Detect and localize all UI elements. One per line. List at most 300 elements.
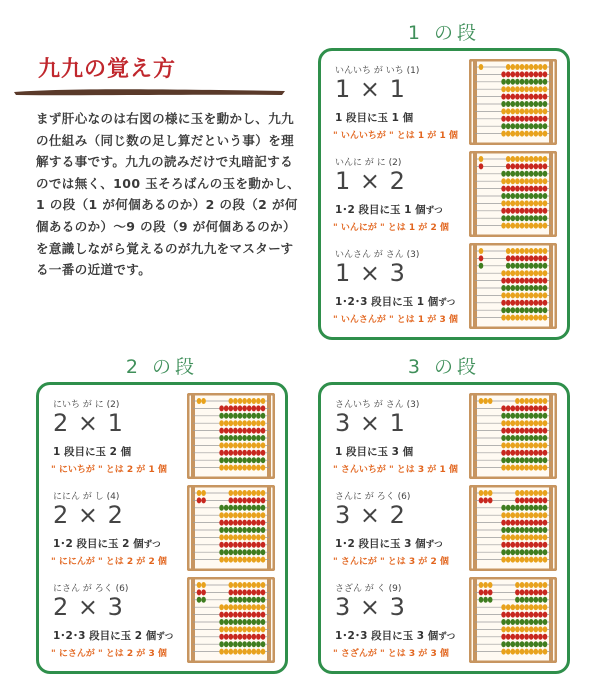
intro-text: まず肝心なのは右図の様に玉を動かし、九九の仕組み（同じ数の足し算だという事）を理解する事です。九九の読みだけで丸暗記するのでは無く、100 玉そろばんの玉を動かし、1 の段（1 が何個あるのか）2 の段（2 が何個あるのか）〜9 の段（9 が何個あるのか）を意識しながら覚えるのが九九をマスターする一番の近道です。 bbox=[36, 111, 300, 278]
abacus-bead bbox=[233, 428, 238, 434]
reading-text: いんさん が さん (3) bbox=[335, 250, 420, 260]
abacus-bead bbox=[538, 520, 543, 526]
abacus-bead bbox=[252, 527, 257, 533]
abacus-bead bbox=[511, 626, 516, 632]
abacus-bead-moved bbox=[197, 490, 202, 496]
description-suffix: ずつ bbox=[438, 298, 456, 308]
abacus-bead bbox=[501, 405, 506, 411]
abacus-bead bbox=[219, 542, 224, 548]
abacus-bead bbox=[501, 186, 506, 192]
abacus-bead bbox=[501, 505, 506, 511]
abacus-bead bbox=[511, 435, 516, 441]
abacus-bead bbox=[534, 208, 539, 214]
abacus-bead bbox=[538, 457, 543, 463]
description bbox=[335, 536, 443, 551]
abacus-bead bbox=[224, 557, 229, 563]
abacus-bead bbox=[506, 307, 511, 313]
note-text: " さざんが " とは 3 が 3 個 bbox=[333, 649, 449, 659]
abacus-bead bbox=[506, 163, 511, 169]
abacus-bead bbox=[543, 597, 548, 603]
abacus-bead bbox=[506, 420, 511, 426]
abacus-bead bbox=[252, 465, 257, 471]
abacus-bead bbox=[511, 94, 516, 100]
abacus-bead bbox=[247, 405, 252, 411]
note-text: " にいちが " とは 2 が 1 個 bbox=[51, 465, 167, 475]
abacus-bead bbox=[520, 193, 525, 199]
abacus-illustration bbox=[469, 393, 557, 479]
abacus-bead bbox=[224, 512, 229, 518]
abacus-bead bbox=[529, 604, 534, 610]
note-text: " ににんが " とは 2 が 2 個 bbox=[51, 557, 167, 567]
abacus-bead bbox=[501, 450, 506, 456]
abacus-bead bbox=[242, 612, 247, 618]
abacus-bead bbox=[256, 549, 261, 555]
abacus-bead bbox=[515, 512, 520, 518]
abacus-bead bbox=[261, 398, 266, 404]
abacus-bead bbox=[506, 108, 511, 114]
abacus-post bbox=[191, 487, 195, 569]
abacus-bead bbox=[538, 435, 543, 441]
abacus-bead bbox=[242, 589, 247, 595]
abacus-bead bbox=[247, 582, 252, 588]
reading-text: いんいち が いち (1) bbox=[335, 66, 420, 76]
abacus-bead bbox=[543, 64, 548, 70]
abacus-bead bbox=[538, 604, 543, 610]
abacus-bead bbox=[511, 542, 516, 548]
abacus-bead bbox=[534, 163, 539, 169]
abacus-bead bbox=[261, 505, 266, 511]
abacus-bead bbox=[242, 398, 247, 404]
abacus-post bbox=[549, 579, 553, 661]
abacus-bead bbox=[219, 450, 224, 456]
abacus-bead bbox=[515, 307, 520, 313]
abacus-bead bbox=[224, 520, 229, 526]
abacus-bead bbox=[515, 248, 520, 254]
abacus-bead bbox=[520, 215, 525, 221]
abacus-illustration bbox=[469, 151, 557, 237]
abacus-bead bbox=[233, 534, 238, 540]
abacus-bead bbox=[247, 413, 252, 419]
abacus-bead bbox=[261, 582, 266, 588]
abacus-bead bbox=[261, 527, 266, 533]
abacus-bead bbox=[524, 527, 529, 533]
abacus-bead bbox=[515, 490, 520, 496]
abacus-bead bbox=[242, 534, 247, 540]
abacus-bead bbox=[534, 263, 539, 269]
abacus-bead bbox=[229, 634, 234, 640]
abacus-bead bbox=[261, 542, 266, 548]
abacus-bead bbox=[524, 263, 529, 269]
abacus-bead bbox=[529, 79, 534, 85]
abacus-bead bbox=[233, 641, 238, 647]
abacus-bead bbox=[233, 398, 238, 404]
abacus-bead bbox=[242, 597, 247, 603]
abacus-bead bbox=[543, 248, 548, 254]
abacus-bead bbox=[515, 604, 520, 610]
abacus-bead bbox=[511, 549, 516, 555]
equation: 2 × 1 bbox=[53, 409, 124, 437]
abacus-bead bbox=[515, 178, 520, 184]
abacus-bead bbox=[261, 557, 266, 563]
abacus-bead bbox=[543, 123, 548, 129]
abacus-bead bbox=[501, 94, 506, 100]
abacus-bead bbox=[534, 505, 539, 511]
abacus-bead bbox=[534, 619, 539, 625]
abacus-bead bbox=[524, 101, 529, 107]
abacus-bead bbox=[538, 490, 543, 496]
abacus-bead bbox=[501, 215, 506, 221]
abacus-bead bbox=[501, 79, 506, 85]
abacus-bead bbox=[506, 634, 511, 640]
abacus-bead bbox=[501, 549, 506, 555]
abacus-bead bbox=[242, 527, 247, 533]
abacus-bead bbox=[242, 405, 247, 411]
abacus-bead bbox=[247, 420, 252, 426]
abacus-bead bbox=[534, 497, 539, 503]
abacus-bead bbox=[524, 413, 529, 419]
abacus-bead bbox=[256, 649, 261, 655]
abacus-bead bbox=[256, 634, 261, 640]
abacus-bead bbox=[256, 413, 261, 419]
abacus-bead bbox=[520, 116, 525, 122]
abacus-bead bbox=[501, 428, 506, 434]
abacus-bead bbox=[256, 405, 261, 411]
abacus-bead bbox=[524, 278, 529, 284]
abacus-bead bbox=[524, 649, 529, 655]
abacus-illustration bbox=[469, 485, 557, 571]
abacus-bead bbox=[534, 123, 539, 129]
abacus-bead bbox=[247, 457, 252, 463]
abacus-bead bbox=[501, 634, 506, 640]
abacus-bead bbox=[238, 597, 243, 603]
abacus-bead bbox=[534, 315, 539, 321]
abacus-bead bbox=[238, 634, 243, 640]
abacus-bead bbox=[538, 641, 543, 647]
abacus-bead bbox=[229, 435, 234, 441]
abacus-bead bbox=[233, 505, 238, 511]
abacus-bead bbox=[233, 413, 238, 419]
abacus-bead bbox=[511, 505, 516, 511]
table-card bbox=[321, 55, 567, 147]
abacus-bead bbox=[538, 534, 543, 540]
abacus-bead bbox=[529, 542, 534, 548]
abacus-bead bbox=[233, 527, 238, 533]
abacus-bead bbox=[543, 86, 548, 92]
abacus-bead bbox=[534, 398, 539, 404]
abacus-bead bbox=[261, 428, 266, 434]
abacus-bead bbox=[524, 398, 529, 404]
abacus-bead bbox=[524, 520, 529, 526]
abacus-bead bbox=[238, 435, 243, 441]
abacus-bead bbox=[534, 116, 539, 122]
abacus-bead bbox=[529, 428, 534, 434]
abacus-bead bbox=[524, 255, 529, 261]
abacus-bead bbox=[520, 131, 525, 137]
abacus-bead bbox=[543, 527, 548, 533]
abacus-bead bbox=[515, 101, 520, 107]
abacus-bead bbox=[520, 457, 525, 463]
abacus-bead bbox=[515, 413, 520, 419]
abacus-bead bbox=[501, 101, 506, 107]
abacus-bead bbox=[515, 457, 520, 463]
abacus-bead bbox=[515, 292, 520, 298]
abacus-bead bbox=[520, 542, 525, 548]
abacus-bead bbox=[529, 131, 534, 137]
abacus-bead bbox=[233, 520, 238, 526]
abacus-bead bbox=[229, 626, 234, 632]
abacus-bead bbox=[538, 101, 543, 107]
abacus-bead bbox=[543, 292, 548, 298]
reading-text: さんいち が さん (3) bbox=[335, 400, 420, 410]
abacus-bead bbox=[511, 557, 516, 563]
abacus-bead bbox=[224, 435, 229, 441]
abacus-bead bbox=[515, 557, 520, 563]
abacus-bead bbox=[520, 300, 525, 306]
abacus-post bbox=[549, 487, 553, 569]
abacus-bead bbox=[529, 497, 534, 503]
abacus-bead bbox=[261, 450, 266, 456]
abacus-illustration bbox=[469, 243, 557, 329]
abacus-bead bbox=[520, 156, 525, 162]
abacus-bead-moved bbox=[488, 597, 493, 603]
abacus-bead-moved bbox=[483, 597, 488, 603]
abacus-bead bbox=[247, 604, 252, 610]
abacus-bead bbox=[538, 285, 543, 291]
abacus-bead bbox=[256, 497, 261, 503]
abacus-bead bbox=[543, 420, 548, 426]
abacus-bead bbox=[229, 589, 234, 595]
abacus-bead bbox=[224, 413, 229, 419]
table-card bbox=[321, 147, 567, 239]
abacus-bead bbox=[520, 86, 525, 92]
abacus-bead bbox=[529, 619, 534, 625]
abacus-bead bbox=[538, 178, 543, 184]
abacus-bead bbox=[247, 542, 252, 548]
abacus-bead bbox=[252, 428, 257, 434]
abacus-bead bbox=[529, 248, 534, 254]
abacus-bead bbox=[506, 428, 511, 434]
abacus-bead-moved bbox=[483, 398, 488, 404]
abacus-bead bbox=[529, 442, 534, 448]
abacus-bead bbox=[520, 285, 525, 291]
abacus-bead bbox=[501, 413, 506, 419]
abacus-bead-moved bbox=[479, 589, 484, 595]
abacus-bead bbox=[543, 442, 548, 448]
abacus-bead bbox=[501, 71, 506, 77]
abacus-bead bbox=[515, 116, 520, 122]
abacus-bead bbox=[506, 223, 511, 229]
abacus-bead bbox=[219, 505, 224, 511]
abacus-post bbox=[473, 153, 477, 235]
abacus-bead bbox=[511, 71, 516, 77]
description-main: 1･2 段目に玉 3 個 bbox=[335, 538, 426, 550]
abacus-bead bbox=[515, 435, 520, 441]
abacus-bead bbox=[543, 557, 548, 563]
abacus-bead bbox=[520, 490, 525, 496]
abacus-bead bbox=[511, 248, 516, 254]
abacus-bead bbox=[506, 64, 511, 70]
abacus-bead bbox=[524, 186, 529, 192]
abacus-bead bbox=[511, 208, 516, 214]
abacus-bead bbox=[256, 597, 261, 603]
abacus-bead bbox=[224, 465, 229, 471]
abacus-bead bbox=[506, 549, 511, 555]
abacus-bead bbox=[229, 405, 234, 411]
abacus-bead bbox=[538, 428, 543, 434]
abacus-bead bbox=[242, 582, 247, 588]
abacus-bead bbox=[534, 248, 539, 254]
abacus-bead bbox=[256, 557, 261, 563]
abacus-bead bbox=[501, 604, 506, 610]
abacus-bead-moved bbox=[479, 582, 484, 588]
abacus-bead bbox=[219, 527, 224, 533]
abacus-bead bbox=[506, 101, 511, 107]
abacus-bead bbox=[543, 307, 548, 313]
abacus-bead bbox=[511, 163, 516, 169]
abacus-bead-moved bbox=[201, 589, 206, 595]
abacus-bead bbox=[247, 428, 252, 434]
abacus-bead bbox=[515, 398, 520, 404]
abacus-bead bbox=[529, 307, 534, 313]
abacus-bead bbox=[229, 520, 234, 526]
abacus-bead bbox=[511, 156, 516, 162]
abacus-bead-moved bbox=[479, 156, 484, 162]
abacus-bead bbox=[238, 557, 243, 563]
abacus-bead bbox=[543, 512, 548, 518]
abacus-bead bbox=[501, 131, 506, 137]
abacus-bead bbox=[219, 413, 224, 419]
abacus-bead bbox=[515, 200, 520, 206]
abacus-bead bbox=[520, 420, 525, 426]
note-text: " さんにが " とは 3 が 2 個 bbox=[333, 557, 449, 567]
abacus-bead bbox=[261, 413, 266, 419]
abacus-bead bbox=[229, 649, 234, 655]
abacus-bead bbox=[506, 542, 511, 548]
abacus-bead bbox=[524, 131, 529, 137]
abacus-bead bbox=[520, 641, 525, 647]
abacus-bead bbox=[229, 619, 234, 625]
abacus-bead bbox=[538, 442, 543, 448]
abacus-bead bbox=[543, 215, 548, 221]
equation: 3 × 1 bbox=[335, 409, 406, 437]
description-main: 1 段目に玉 1 個 bbox=[335, 112, 414, 124]
abacus-bead bbox=[524, 79, 529, 85]
abacus-bead bbox=[515, 442, 520, 448]
abacus-bead bbox=[515, 505, 520, 511]
abacus-bead bbox=[538, 186, 543, 192]
abacus-bead bbox=[534, 520, 539, 526]
abacus-bead bbox=[524, 71, 529, 77]
abacus-bead bbox=[538, 94, 543, 100]
abacus-bead bbox=[238, 505, 243, 511]
abacus-bead bbox=[538, 413, 543, 419]
reading-text: いんに が に (2) bbox=[335, 158, 402, 168]
abacus-bead-moved bbox=[488, 490, 493, 496]
abacus-bead-moved bbox=[201, 582, 206, 588]
equation: 1 × 2 bbox=[335, 167, 406, 195]
abacus-bead bbox=[511, 457, 516, 463]
description-suffix: ずつ bbox=[143, 540, 161, 550]
abacus-bead bbox=[511, 465, 516, 471]
abacus-bead-moved bbox=[479, 497, 484, 503]
abacus-bead bbox=[506, 156, 511, 162]
description bbox=[53, 628, 173, 643]
abacus-bead bbox=[538, 549, 543, 555]
abacus-bead bbox=[501, 649, 506, 655]
abacus-bead bbox=[252, 542, 257, 548]
abacus-bead bbox=[534, 292, 539, 298]
abacus-bead bbox=[538, 193, 543, 199]
abacus-bead bbox=[256, 442, 261, 448]
abacus-bead bbox=[515, 163, 520, 169]
abacus-bead bbox=[529, 156, 534, 162]
abacus-bead bbox=[534, 490, 539, 496]
abacus-bead bbox=[511, 178, 516, 184]
abacus-bead bbox=[252, 626, 257, 632]
abacus-bead bbox=[538, 171, 543, 177]
abacus-bead bbox=[529, 178, 534, 184]
description-suffix: ずつ bbox=[425, 206, 443, 216]
abacus-bead bbox=[233, 604, 238, 610]
abacus-bead-moved bbox=[483, 589, 488, 595]
abacus-bead bbox=[261, 497, 266, 503]
abacus-bead bbox=[511, 223, 516, 229]
abacus-bead bbox=[224, 641, 229, 647]
abacus-bead bbox=[543, 79, 548, 85]
abacus-bead bbox=[529, 490, 534, 496]
abacus-bead bbox=[233, 435, 238, 441]
abacus-bead bbox=[538, 270, 543, 276]
abacus-bead bbox=[543, 163, 548, 169]
abacus-bead bbox=[233, 442, 238, 448]
abacus-bead bbox=[524, 171, 529, 177]
abacus-bead-moved bbox=[479, 163, 484, 169]
abacus-bead bbox=[538, 420, 543, 426]
abacus-bead bbox=[543, 634, 548, 640]
abacus-bead bbox=[242, 442, 247, 448]
abacus-bead bbox=[511, 131, 516, 137]
abacus-bead bbox=[524, 123, 529, 129]
abacus-bead bbox=[543, 589, 548, 595]
abacus-bead bbox=[520, 497, 525, 503]
abacus-bead bbox=[543, 285, 548, 291]
section-title-3: 3 の段 bbox=[407, 356, 481, 378]
abacus-bead bbox=[506, 285, 511, 291]
abacus-bead bbox=[524, 307, 529, 313]
abacus-bead-moved bbox=[488, 398, 493, 404]
abacus-bead bbox=[515, 71, 520, 77]
abacus-bead bbox=[543, 200, 548, 206]
abacus-bead bbox=[543, 450, 548, 456]
abacus-bead bbox=[524, 604, 529, 610]
abacus-bead bbox=[534, 255, 539, 261]
abacus-bead bbox=[219, 557, 224, 563]
abacus-bead bbox=[524, 435, 529, 441]
abacus-bead bbox=[529, 520, 534, 526]
abacus-bead bbox=[506, 79, 511, 85]
note-text: " にさんが " とは 2 が 3 個 bbox=[51, 649, 167, 659]
abacus-bead bbox=[534, 200, 539, 206]
abacus-bead bbox=[229, 457, 234, 463]
abacus-bead bbox=[501, 557, 506, 563]
brush-underline bbox=[12, 86, 287, 98]
abacus-bead bbox=[515, 612, 520, 618]
abacus-bead bbox=[224, 549, 229, 555]
abacus-bead bbox=[524, 619, 529, 625]
abacus-bead bbox=[506, 534, 511, 540]
abacus-bead bbox=[238, 450, 243, 456]
abacus-bead bbox=[543, 116, 548, 122]
